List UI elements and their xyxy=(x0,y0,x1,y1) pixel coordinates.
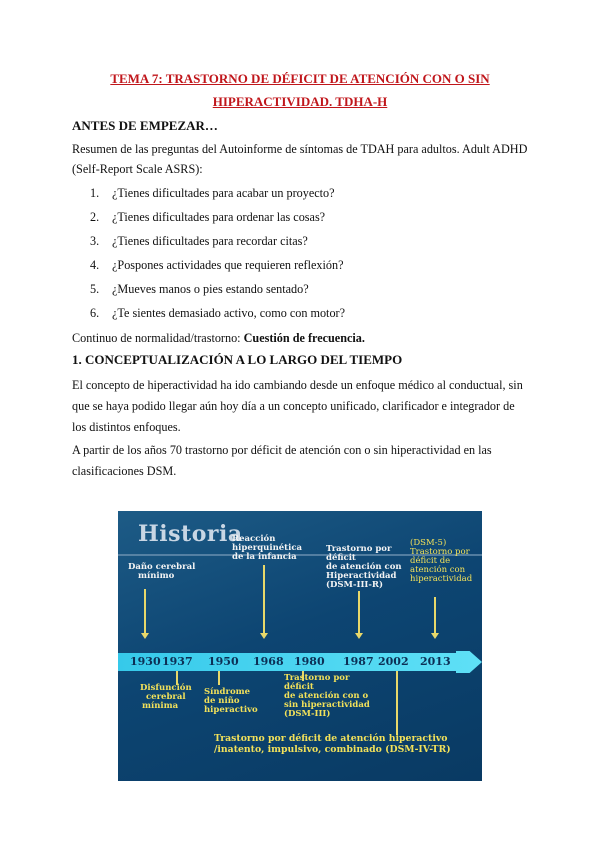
question-text: ¿Tienes dificultades para recordar citas? xyxy=(112,234,308,248)
question-text: ¿Tienes dificultades para ordenar las cosas? xyxy=(112,210,326,224)
arrowhead-dsm-iii-r xyxy=(355,633,363,639)
year-label: 1968 xyxy=(253,655,284,668)
year-label: 1950 xyxy=(208,655,239,668)
para2-line1: A partir de los años 70 trastorno por déficit de atención con o sin hiperactividad en las xyxy=(72,443,492,457)
historia-slide xyxy=(118,511,482,781)
intro-text-line2: (Self-Report Scale ASRS): xyxy=(72,162,203,176)
arrowhead-dsm-5 xyxy=(431,633,439,639)
continuum-line xyxy=(72,328,530,349)
question-item xyxy=(90,186,335,201)
year-label: 2002 xyxy=(378,655,409,668)
arrowhead-reaccion xyxy=(260,633,268,639)
question-item xyxy=(90,306,345,321)
intro-heading: ANTES DE EMPEZAR… xyxy=(72,118,218,133)
label-reaccion: Reacción hiperquinética de la infancia xyxy=(232,534,303,562)
arrow-dsm-iii-r xyxy=(358,591,360,633)
question-item xyxy=(90,258,343,273)
arrow-reaccion xyxy=(263,565,265,633)
continuum-bold: Cuestión de frecuencia. xyxy=(243,331,365,345)
question-item xyxy=(90,210,325,225)
continuum-prefix: Continuo de normalidad/trastorno: xyxy=(72,331,244,345)
connector-dsm-iv xyxy=(396,671,398,735)
label-dsm-iii: Trastorno por déficit de atención con o sin hiperactividad (DSM-III) xyxy=(284,673,370,719)
arrow-dano xyxy=(144,589,146,633)
label-sindrome: Síndrome de niño hiperactivo xyxy=(204,687,258,715)
document-title-line2: HIPERACTIVIDAD. TDHA-H xyxy=(212,94,388,109)
document-title-line1: TEMA 7: TRASTORNO DE DÉFICIT DE ATENCIÓN CON O SIN xyxy=(110,71,490,86)
year-label: 1937 xyxy=(162,655,193,668)
question-text: ¿Te sientes demasiado activo, como con motor? xyxy=(112,306,346,320)
question-item xyxy=(90,282,309,297)
intro-text-line1: Resumen de las preguntas del Autoinforme de síntomas de TDAH para adultos. Adult ADHD xyxy=(72,142,528,156)
arrowhead-dano xyxy=(141,633,149,639)
label-dsm-iv-tr: Trastorno por déficit de atención hiperactivo /inatento, impulsivo, combinado (DSM-IV-TR) xyxy=(214,733,451,755)
question-number: 6. xyxy=(90,306,100,320)
question-number: 5. xyxy=(90,282,100,296)
year-label: 1930 xyxy=(130,655,161,668)
label-dsm-iii-r: Trastorno por déficit de atención con Hiperactividad (DSM-III-R) xyxy=(326,544,402,590)
arrow-dsm-5 xyxy=(434,597,436,633)
year-label: 2013 xyxy=(420,655,451,668)
para1-line2: que se haya podido llegar aún hoy día a un concepto unificado, clarificador e integrador de xyxy=(72,399,515,413)
connector-sindrome xyxy=(218,671,220,685)
question-number: 2. xyxy=(90,210,100,224)
label-disfuncion: Disfunción cerebral mínima xyxy=(140,683,192,711)
para1-line1: El concepto de hiperactividad ha ido cambiando desde un enfoque médico al conductual, sin xyxy=(72,378,523,392)
question-text: ¿Tienes dificultades para acabar un proyecto? xyxy=(112,186,335,200)
question-text: ¿Pospones actividades que requieren reflexión? xyxy=(112,258,344,272)
para2-line2: clasificaciones DSM. xyxy=(72,464,177,478)
question-number: 4. xyxy=(90,258,100,272)
question-item xyxy=(90,234,308,249)
para1-line3: los distintos enfoques. xyxy=(72,420,181,434)
year-label: 1980 xyxy=(294,655,325,668)
question-number: 1. xyxy=(90,186,100,200)
slide-title: Historia xyxy=(138,521,243,547)
label-dano-cerebral: Daño cerebral mínimo xyxy=(128,562,196,581)
question-text: ¿Mueves manos o pies estando sentado? xyxy=(112,282,309,296)
section1-heading: 1. CONCEPTUALIZACIÓN A LO LARGO DEL TIEMPO xyxy=(72,352,403,367)
question-number: 3. xyxy=(90,234,100,248)
label-dsm-5: (DSM-5) Trastorno por déficit de atención con hiperactividad xyxy=(410,538,473,584)
year-label: 1987 xyxy=(343,655,374,668)
